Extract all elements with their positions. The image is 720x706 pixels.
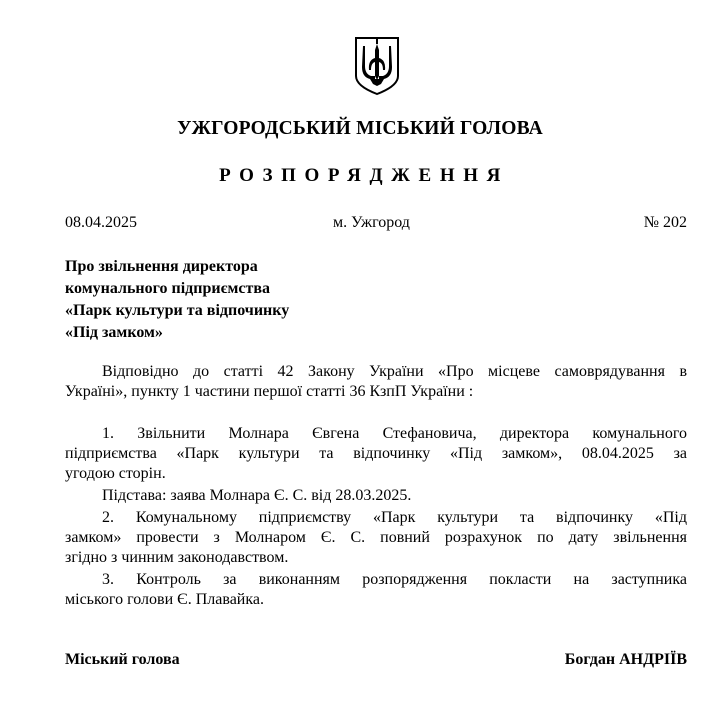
order-item-1 [65, 424, 687, 484]
order-item-3 [65, 570, 687, 610]
document-number: № 202 [643, 214, 687, 231]
text-line: Відповідно до статті 42 Закону України «Про місцеве самоврядування в [102, 363, 687, 380]
text-line: підприємства «Парк культури та відпочинку «Під замком», 08.04.2025 за [65, 445, 687, 462]
document-meta [65, 214, 687, 236]
signatory-title: Міський голова [65, 651, 180, 668]
text-line: 1. Звільнити Молнара Євгена Стефановича, директора комунального [102, 425, 687, 442]
text-line: Підстава: заява Молнара Є. С. від 28.03.2025. [102, 487, 412, 504]
document-type: РОЗПОРЯДЖЕННЯ [219, 165, 509, 186]
text-line: міського голови Є. Плавайка. [65, 591, 264, 608]
subject-line: «Парк культури та відпочинку [65, 302, 290, 319]
preamble-paragraph [65, 362, 687, 402]
subject-line: Про звільнення директора [65, 258, 258, 275]
basis-paragraph [65, 486, 687, 506]
subject-line: «Під замком» [65, 324, 163, 341]
order-item-2 [65, 508, 687, 568]
text-line: 3. Контроль за виконанням розпорядження покласти на заступника [102, 571, 687, 588]
issuing-authority: УЖГОРОДСЬКИЙ МІСЬКИЙ ГОЛОВА [177, 118, 543, 139]
text-line: Україні», пункту 1 частини першої статті 36 КзпП України : [65, 383, 474, 400]
trident-coat-of-arms-icon [354, 36, 400, 96]
text-line: згідно з чинним законодавством. [65, 549, 289, 566]
signatory-name: Богдан АНДРІЇВ [564, 651, 687, 668]
document-date: 08.04.2025 [65, 214, 137, 231]
text-line: замком» провести з Молнаром Є. С. повний розрахунок по дату звільнення [65, 529, 687, 546]
document-subject [65, 256, 289, 344]
document-place: м. Ужгород [333, 214, 410, 231]
text-line: 2. Комунальному підприємству «Парк культури та відпочинку «Під [102, 509, 687, 526]
text-line: угодою сторін. [65, 465, 166, 482]
subject-line: комунального підприємства [65, 280, 270, 297]
